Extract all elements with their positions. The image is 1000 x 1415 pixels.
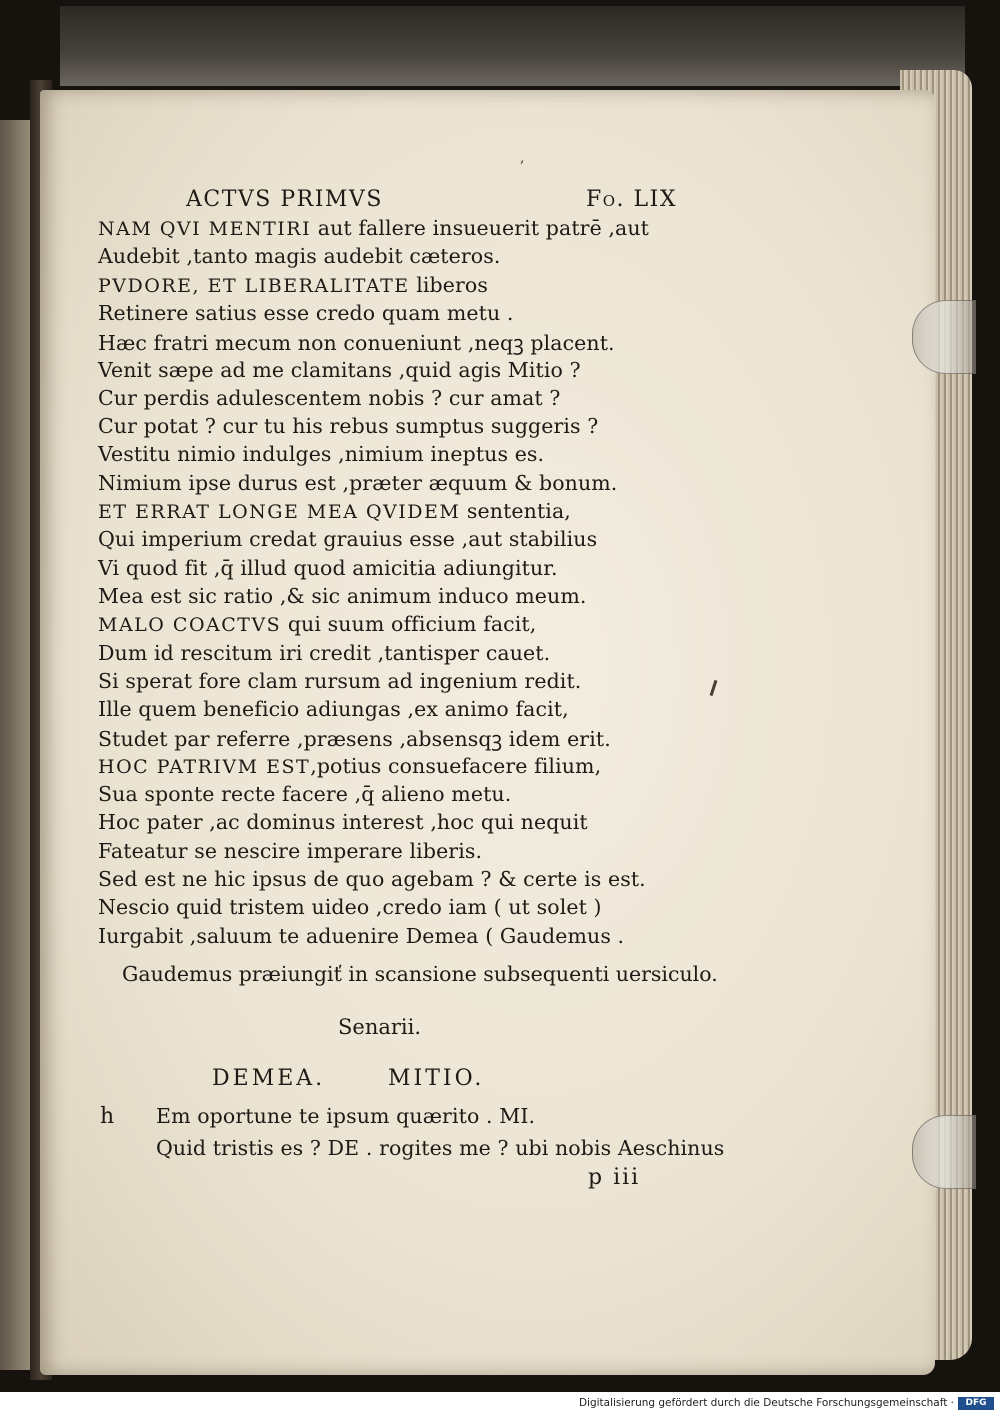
verse-text: Vi quod fit ,q̄ illud quod amicitia adiungitur. (98, 555, 558, 580)
verse-line (98, 895, 602, 919)
verse-text: Studet par referre ,præsens ,absensqꝫ idem erit. (98, 727, 611, 752)
verse-line (98, 810, 588, 834)
verse-text: Mea est sic ratio ,& sic animum induco meum. (98, 583, 587, 608)
verse-text: Hoc pater ,ac dominus interest ,hoc qui nequit (98, 810, 588, 835)
verse-text: Iurgabit ,saluum te aduenire Demea ( Gaudemus . (98, 923, 625, 948)
verse-text: Cur perdis adulescentem nobis ? cur amat ? (98, 385, 561, 410)
verse-line (98, 867, 646, 891)
verse-line (98, 527, 597, 551)
verse-text: Cur potat ? cur tu his rebus sumptus suggeris ? (98, 414, 599, 439)
verse-line (98, 499, 571, 523)
verse-line (98, 358, 581, 382)
verse-line (98, 301, 513, 325)
running-head: ACTVS PRIMVS (186, 187, 383, 212)
verse-line (98, 697, 569, 721)
verse-text: Nescio quid tristem uideo ,credo iam ( ut solet ) (98, 895, 602, 920)
scansion-note: Gaudemus præiungiť in scansione subsequenti uersiculo. (122, 962, 718, 986)
verse-line (98, 414, 598, 438)
verse-text: Hæc fratri mecum non conueniunt ,neqꝫ placent. (98, 331, 615, 356)
verse-text: aut fallere insueuerit patrē ,aut (311, 216, 649, 240)
verse-text: qui suum officium facit, (281, 612, 537, 637)
verse-line (98, 386, 560, 410)
verse-caps: ET ERRAT LONGE MEA QVIDEM (98, 501, 461, 523)
verse-text: Si sperat fore clam rursum ad ingenium redit. (98, 668, 582, 693)
folio-number: Fo. LIX (586, 187, 678, 212)
speaker-demea: DEMEA. (212, 1066, 326, 1091)
verse-text: Venit sæpe ad me clamitans ,quid agis Mitio ? (98, 357, 581, 382)
dialogue-line: Quid tristis es ? DE . rogites me ? ubi nobis Aeschinus (156, 1136, 725, 1160)
page-clip-bottom (912, 1115, 976, 1189)
signature-mark: p iii (588, 1165, 641, 1190)
dfg-logo: DFG (958, 1397, 994, 1410)
verse-line (98, 782, 511, 806)
verse-line (98, 754, 601, 778)
verse-line (98, 839, 482, 863)
verse-line (98, 329, 615, 357)
verse-line (98, 442, 544, 466)
margin-mark: , (520, 150, 525, 166)
verse-caps: MALO COACTVS (98, 614, 282, 637)
verse-text: Retinere satius esse credo quam metu . (98, 300, 514, 325)
speaker-mitio: MITIO. (388, 1066, 485, 1091)
book-cover-board (60, 6, 965, 86)
verse-text: Sua sponte recte facere ,q̄ alieno metu. (98, 782, 512, 806)
verse-text: Audebit ,tanto magis audebit cæteros. (98, 244, 501, 269)
verse-text: Dum id rescitum iri credit ,tantisper cauet. (98, 640, 551, 665)
verse-text: Nimium ipse durus est ,præter æquum & bonum. (98, 470, 618, 495)
verse-line (98, 216, 649, 240)
footer-bar (0, 1392, 1000, 1415)
verse-line (98, 244, 500, 268)
verse-caps: HOC PATRIVM EST (98, 755, 311, 778)
section-title: Senarii. (338, 1015, 422, 1039)
verse-line (98, 641, 550, 665)
verse-caps: PVDORE, ET LIBERALITATE (98, 274, 410, 297)
verse-text: liberos (409, 272, 488, 297)
verse-line (98, 725, 611, 753)
page-clip-top (912, 300, 976, 374)
verse-line (98, 669, 581, 693)
dialogue-line: Em oportune te ipsum quærito . MI. (156, 1104, 536, 1128)
verse-text: Fateatur se nescire imperare liberis. (98, 838, 483, 863)
verse-text: Qui imperium credat grauius esse ,aut stabilius (98, 527, 598, 552)
verse-caps: NAM QVI MENTIRI (98, 218, 312, 240)
footer-credit: Digitalisierung gefördert durch die Deutsche Forschungsgemeinschaft · (578, 1397, 954, 1409)
verse-line (98, 612, 536, 636)
verse-line (98, 924, 624, 948)
verse-line (98, 584, 587, 608)
verse-line (98, 273, 488, 297)
verse-text: sententia, (460, 499, 571, 523)
marginal-letter: h (100, 1104, 115, 1129)
verse-line (98, 471, 617, 495)
verse-text: Vestitu nimio indulges ,nimium ineptus es. (98, 442, 545, 467)
verse-text: Ille quem beneficio adiungas ,ex animo facit, (98, 697, 569, 722)
verse-text: ,potius consuefacere filium, (310, 753, 602, 778)
verse-line (98, 556, 558, 580)
verse-text: Sed est ne hic ipsus de quo agebam ? & certe is est. (98, 866, 646, 891)
